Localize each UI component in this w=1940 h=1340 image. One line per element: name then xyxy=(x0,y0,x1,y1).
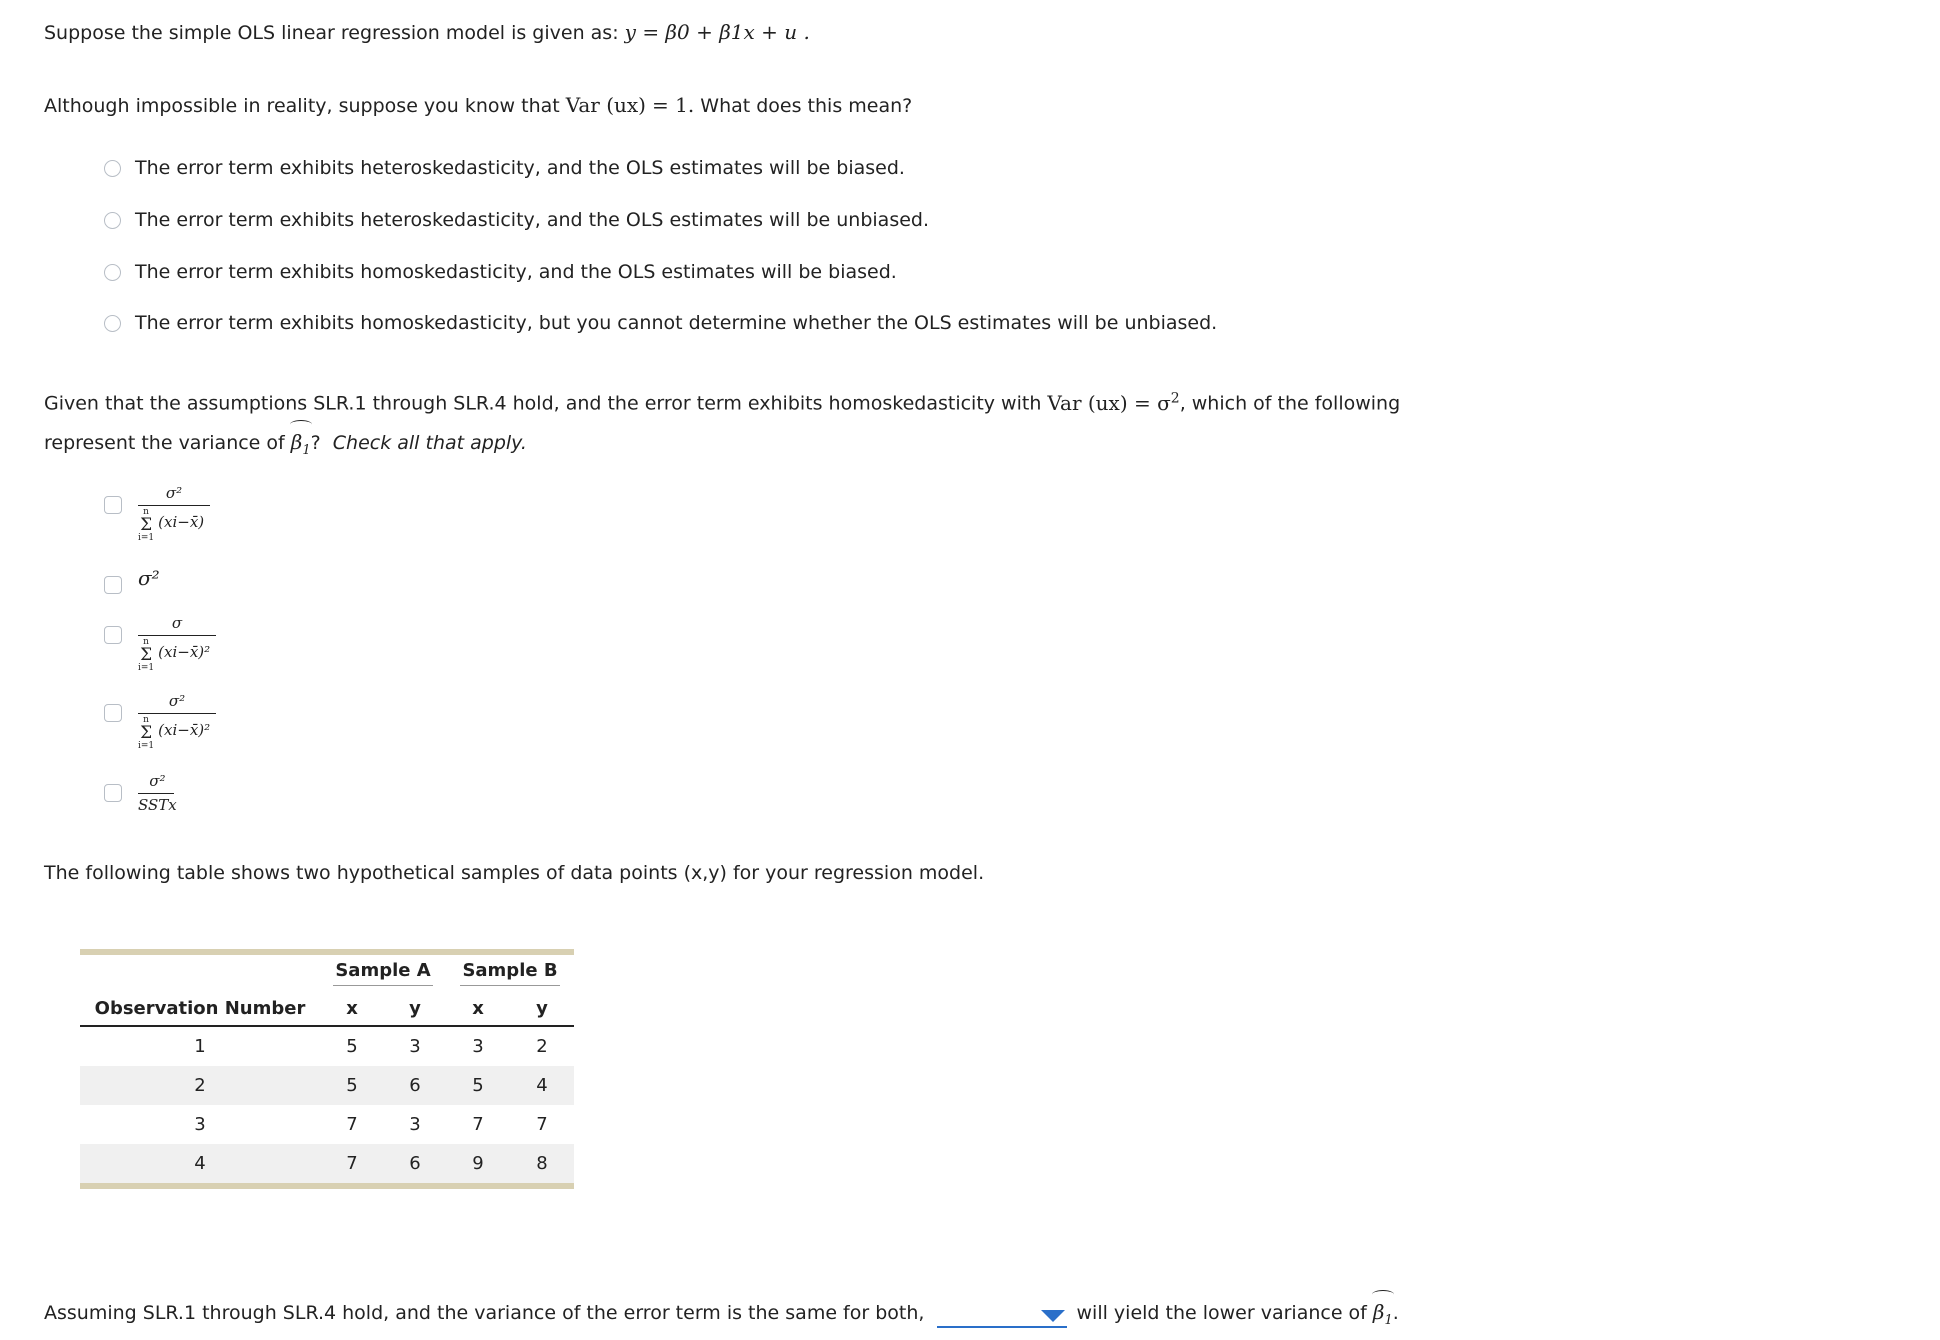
table-cell: 6 xyxy=(384,1066,446,1105)
formula-denominator: (xi−x̄)² xyxy=(158,643,211,661)
formula-numerator: σ² xyxy=(168,692,186,710)
table-cell: 5 xyxy=(346,1036,358,1057)
q2-line2-prefix: represent the variance of xyxy=(44,432,285,454)
q1-option-label: The error term exhibits heteroskedasticity, and the OLS estimates will be unbiased. xyxy=(135,209,930,231)
q1-option-label: The error term exhibits homoskedasticity, and the OLS estimates will be biased. xyxy=(135,261,897,283)
table-cell: 6 xyxy=(384,1144,446,1186)
formula-denominator: (xi−x̄) xyxy=(158,513,205,531)
dropdown-arrow-icon[interactable] xyxy=(1041,1310,1065,1322)
sample-b-header: Sample B xyxy=(460,960,559,986)
column-header: y xyxy=(384,991,446,1026)
q1-suffix: What does this mean? xyxy=(700,95,913,117)
q2-checkbox-3[interactable] xyxy=(104,704,122,722)
table-cell: 2 xyxy=(536,1036,548,1057)
table-row xyxy=(80,1026,574,1066)
table-cell: 4 xyxy=(80,1144,320,1186)
table-cell: 3 xyxy=(194,1114,206,1135)
q1-option-label: The error term exhibits homoskedasticity, but you cannot determine whether the OLS estimates will be unbiased. xyxy=(135,312,1218,334)
q2-checkbox-4[interactable] xyxy=(104,784,122,802)
observation-number-header: Observation Number xyxy=(80,991,320,1026)
q2-checkbox-0[interactable] xyxy=(104,496,122,514)
data-table xyxy=(80,949,574,1189)
fraction-bar xyxy=(138,793,174,794)
q2-choice-0-formula xyxy=(138,484,210,543)
radio-button[interactable] xyxy=(104,160,121,177)
q1-option-2[interactable] xyxy=(104,261,897,283)
table-cell: 9 xyxy=(446,1144,510,1186)
q2-choice-3-formula xyxy=(138,692,216,751)
column-header: x xyxy=(320,991,384,1026)
table-cell: 1 xyxy=(194,1036,206,1057)
fraction-bar xyxy=(138,635,216,636)
q2-var-expression: Var (ux) = σ xyxy=(1047,390,1171,415)
question-1-prompt xyxy=(44,93,912,117)
summation-symbol: n Σ i=1 xyxy=(138,507,155,543)
table-cell: 3 xyxy=(472,1036,484,1057)
formula-plain: σ² xyxy=(138,566,160,590)
column-header: x xyxy=(446,991,510,1026)
radio-button[interactable] xyxy=(104,315,121,332)
beta-hat-symbol: $\beta_1$ xyxy=(1372,1300,1393,1328)
table-cell: 2 xyxy=(80,1066,320,1105)
formula-numerator: σ² xyxy=(149,772,166,790)
table-row xyxy=(80,1066,574,1105)
model-equation: y = β0 + β1x + u . xyxy=(624,20,810,44)
table-cell: 3 xyxy=(409,1036,421,1057)
fraction-bar xyxy=(138,505,210,506)
intro-line xyxy=(44,20,810,44)
q2-line1-prefix: Given that the assumptions SLR.1 through SLR.4 hold, and the error term exhibits homoskedasticity with xyxy=(44,392,1042,415)
q1-option-3[interactable] xyxy=(104,312,1217,334)
table-cell: 5 xyxy=(446,1066,510,1105)
radio-button[interactable] xyxy=(104,264,121,281)
q1-var-expression: Var (ux) xyxy=(565,93,646,117)
table-cell: 5 xyxy=(320,1066,384,1105)
intro-text: Suppose the simple OLS linear regression model is given as: xyxy=(44,22,619,44)
question-2-prompt-line1: Given that the assumptions SLR.1 through SLR.4 hold, and the error term exhibits homoskedasticity with Var $(ux) = \sigma^2$, which of the following xyxy=(44,390,1401,415)
sample-a-header: Sample A xyxy=(333,960,432,986)
table-row xyxy=(80,1144,574,1186)
question-2-prompt-line2 xyxy=(44,430,527,458)
radio-button[interactable] xyxy=(104,212,121,229)
fraction-bar xyxy=(138,713,216,714)
column-header: y xyxy=(510,991,574,1026)
q3-suffix: will yield the lower variance of xyxy=(1076,1302,1367,1324)
table-row xyxy=(80,1105,574,1144)
q1-option-1[interactable] xyxy=(104,209,929,231)
table-cell: 7 xyxy=(320,1144,384,1186)
table-cell: 4 xyxy=(510,1066,574,1105)
question-3-prompt: Assuming SLR.1 through SLR.4 hold, and the variance of the error term is the same for both, will yield the lower variance of $\beta_1$. xyxy=(44,1300,1399,1328)
q1-equals: = 1. xyxy=(652,93,695,117)
formula-denominator: SSTx xyxy=(138,796,177,814)
sample-select-dropdown[interactable] xyxy=(937,1304,1067,1328)
table-cell: 8 xyxy=(510,1144,574,1186)
q2-choice-1-formula xyxy=(138,566,160,590)
table-cell: 7 xyxy=(536,1114,548,1135)
q2-instruction: Check all that apply. xyxy=(332,432,527,454)
table-cell: 7 xyxy=(346,1114,358,1135)
q2-question-mark: ? xyxy=(310,432,321,454)
table-intro: The following table shows two hypothetical samples of data points (x,y) for your regression model. xyxy=(44,862,985,884)
q2-checkbox-2[interactable] xyxy=(104,626,122,644)
q1-option-label: The error term exhibits heteroskedasticity, and the OLS estimates will be biased. xyxy=(135,157,905,179)
q2-line1-suffix: , which of the following xyxy=(1179,392,1401,415)
beta-hat-symbol: $\beta_1$ xyxy=(290,430,311,458)
formula-denominator: (xi−x̄)² xyxy=(158,721,211,739)
summation-symbol: n Σ i=1 xyxy=(138,637,155,673)
q1-option-0[interactable] xyxy=(104,157,905,179)
q3-prefix: Assuming SLR.1 through SLR.4 hold, and the variance of the error term is the same for both, xyxy=(44,1302,925,1324)
formula-numerator: σ² xyxy=(165,484,183,502)
summation-symbol: n Σ i=1 xyxy=(138,715,155,751)
q2-choice-2-formula xyxy=(138,614,216,673)
formula-numerator: σ xyxy=(171,614,183,632)
q2-checkbox-1[interactable] xyxy=(104,576,122,594)
table-cell: 7 xyxy=(472,1114,484,1135)
q1-prefix: Although impossible in reality, suppose you know that xyxy=(44,95,560,117)
q2-choice-4-formula xyxy=(138,772,177,814)
table-cell: 3 xyxy=(409,1114,421,1135)
